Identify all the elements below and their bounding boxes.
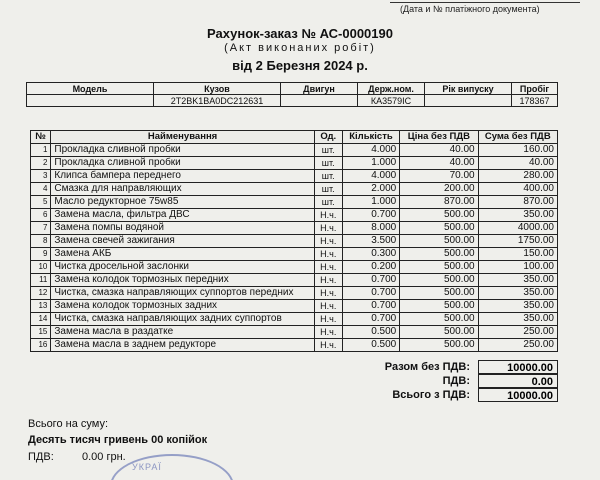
item-unit: шт. <box>314 183 342 196</box>
col-sum: Сума без ПДВ <box>478 131 557 144</box>
item-row <box>31 326 558 339</box>
vehicle-value-row <box>27 95 558 107</box>
item-row <box>31 170 558 183</box>
vehicle-engine <box>281 95 358 107</box>
items-body <box>31 144 558 352</box>
sum-in-words: Десять тисяч гривень 00 копійок <box>28 434 208 446</box>
item-sum: 160.00 <box>478 144 557 157</box>
item-name: Чистка дросельной заслонки <box>51 261 314 274</box>
footer-vat-amount: 0.00 грн. <box>82 451 126 463</box>
item-number: 2 <box>31 157 51 170</box>
vehicle-header-row <box>27 83 558 95</box>
item-row <box>31 313 558 326</box>
subtotal-value: 10000.00 <box>478 360 558 374</box>
item-row <box>31 157 558 170</box>
vat-label: ПДВ: <box>442 375 470 387</box>
item-number: 4 <box>31 183 51 196</box>
item-price: 500.00 <box>400 261 478 274</box>
item-unit: шт. <box>314 170 342 183</box>
item-number: 9 <box>31 248 51 261</box>
item-row <box>31 261 558 274</box>
item-name: Замена масла в раздатке <box>51 326 314 339</box>
item-row <box>31 287 558 300</box>
item-quantity: 3.500 <box>342 235 400 248</box>
vehicle-model <box>27 95 154 107</box>
item-price: 500.00 <box>400 274 478 287</box>
item-name: Замена помпы водяной <box>51 222 314 235</box>
vehicle-header-mileage: Пробіг <box>512 83 558 95</box>
total-label: Всього з ПДВ: <box>392 389 470 401</box>
total-value: 10000.00 <box>478 388 558 402</box>
item-name: Замена колодок тормозных передних <box>51 274 314 287</box>
item-number: 6 <box>31 209 51 222</box>
vehicle-table <box>26 82 558 107</box>
item-unit: Н.ч. <box>314 235 342 248</box>
vehicle-header-model: Модель <box>27 83 154 95</box>
col-price: Ціна без ПДВ <box>400 131 478 144</box>
vehicle-mileage: 178367 <box>512 95 558 107</box>
item-unit: Н.ч. <box>314 287 342 300</box>
item-name: Масло редукторное 75w85 <box>51 196 314 209</box>
item-unit: Н.ч. <box>314 222 342 235</box>
item-sum: 350.00 <box>478 274 557 287</box>
item-name: Чистка, смазка направляющих суппортов передних <box>51 287 314 300</box>
item-unit: Н.ч. <box>314 209 342 222</box>
item-row <box>31 248 558 261</box>
item-row <box>31 222 558 235</box>
seal-stamp <box>110 454 234 480</box>
invoice-date: від 2 Березня 2024 р. <box>232 58 368 73</box>
item-sum: 4000.00 <box>478 222 557 235</box>
item-row <box>31 300 558 313</box>
item-quantity: 1.000 <box>342 196 400 209</box>
item-unit: Н.ч. <box>314 248 342 261</box>
item-name: Прокладка сливной пробки <box>51 144 314 157</box>
item-name: Замена масла, фильтра ДВС <box>51 209 314 222</box>
item-quantity: 0.500 <box>342 339 400 352</box>
footer-vat-label: ПДВ: <box>28 451 54 463</box>
payment-doc-line <box>390 2 580 3</box>
item-name: Чистка, смазка направляющих задних суппортов <box>51 313 314 326</box>
sum-label: Всього на суму: <box>28 418 108 430</box>
item-name: Замена АКБ <box>51 248 314 261</box>
item-row <box>31 339 558 352</box>
item-unit: шт. <box>314 196 342 209</box>
item-price: 500.00 <box>400 235 478 248</box>
item-price: 500.00 <box>400 326 478 339</box>
item-number: 8 <box>31 235 51 248</box>
item-quantity: 0.700 <box>342 209 400 222</box>
col-quantity: Кількість <box>342 131 400 144</box>
vehicle-body: 2T2BK1BA0DC212631 <box>154 95 281 107</box>
item-number: 15 <box>31 326 51 339</box>
item-name: Замена колодок тормозных задних <box>51 300 314 313</box>
item-unit: шт. <box>314 157 342 170</box>
item-number: 12 <box>31 287 51 300</box>
item-quantity: 0.200 <box>342 261 400 274</box>
item-price: 500.00 <box>400 209 478 222</box>
item-name: Смазка для направляющих <box>51 183 314 196</box>
item-sum: 350.00 <box>478 300 557 313</box>
vat-value: 0.00 <box>478 374 558 388</box>
seal-stamp-text: УКРАЇ <box>132 462 162 472</box>
item-sum: 400.00 <box>478 183 557 196</box>
item-row <box>31 209 558 222</box>
item-price: 500.00 <box>400 313 478 326</box>
item-name: Замена масла в заднем редукторе <box>51 339 314 352</box>
item-name: Прокладка сливной пробки <box>51 157 314 170</box>
item-sum: 350.00 <box>478 209 557 222</box>
item-name: Замена свечей зажигания <box>51 235 314 248</box>
item-unit: Н.ч. <box>314 300 342 313</box>
item-price: 870.00 <box>400 196 478 209</box>
subtotal-label: Разом без ПДВ: <box>384 361 470 373</box>
item-quantity: 4.000 <box>342 144 400 157</box>
item-quantity: 4.000 <box>342 170 400 183</box>
item-sum: 40.00 <box>478 157 557 170</box>
item-number: 3 <box>31 170 51 183</box>
item-number: 10 <box>31 261 51 274</box>
invoice-title: Рахунок-заказ № АС-0000190 <box>207 26 393 41</box>
item-unit: Н.ч. <box>314 313 342 326</box>
vehicle-header-engine: Двигун <box>281 83 358 95</box>
item-price: 70.00 <box>400 170 478 183</box>
item-price: 200.00 <box>400 183 478 196</box>
item-quantity: 2.000 <box>342 183 400 196</box>
item-price: 40.00 <box>400 144 478 157</box>
item-sum: 250.00 <box>478 326 557 339</box>
item-row <box>31 274 558 287</box>
item-number: 5 <box>31 196 51 209</box>
item-quantity: 0.700 <box>342 287 400 300</box>
item-number: 16 <box>31 339 51 352</box>
item-sum: 280.00 <box>478 170 557 183</box>
item-price: 500.00 <box>400 339 478 352</box>
item-number: 11 <box>31 274 51 287</box>
item-sum: 250.00 <box>478 339 557 352</box>
item-number: 7 <box>31 222 51 235</box>
item-quantity: 0.700 <box>342 313 400 326</box>
item-row <box>31 144 558 157</box>
item-number: 14 <box>31 313 51 326</box>
item-price: 500.00 <box>400 300 478 313</box>
item-name: Клипса бампера переднего <box>51 170 314 183</box>
item-unit: Н.ч. <box>314 326 342 339</box>
item-unit: Н.ч. <box>314 339 342 352</box>
item-row <box>31 235 558 248</box>
item-sum: 870.00 <box>478 196 557 209</box>
item-quantity: 0.700 <box>342 274 400 287</box>
items-table <box>30 130 558 352</box>
item-sum: 150.00 <box>478 248 557 261</box>
col-unit: Од. <box>314 131 342 144</box>
items-header-row <box>31 131 558 144</box>
vehicle-header-body: Кузов <box>154 83 281 95</box>
item-quantity: 1.000 <box>342 157 400 170</box>
item-price: 40.00 <box>400 157 478 170</box>
item-quantity: 0.500 <box>342 326 400 339</box>
item-number: 13 <box>31 300 51 313</box>
item-sum: 350.00 <box>478 313 557 326</box>
item-unit: Н.ч. <box>314 261 342 274</box>
payment-doc-note: (Дата и № платіжного документа) <box>400 4 540 14</box>
item-sum: 350.00 <box>478 287 557 300</box>
col-number: № <box>31 131 51 144</box>
item-quantity: 0.300 <box>342 248 400 261</box>
item-price: 500.00 <box>400 222 478 235</box>
item-price: 500.00 <box>400 248 478 261</box>
vehicle-header-year: Рік випуску <box>425 83 512 95</box>
vehicle-plate: КА3579ІС <box>358 95 425 107</box>
item-number: 1 <box>31 144 51 157</box>
item-sum: 1750.00 <box>478 235 557 248</box>
item-unit: Н.ч. <box>314 274 342 287</box>
item-row <box>31 196 558 209</box>
vehicle-header-plate: Держ.ном. <box>358 83 425 95</box>
item-quantity: 8.000 <box>342 222 400 235</box>
item-sum: 100.00 <box>478 261 557 274</box>
vehicle-year <box>425 95 512 107</box>
item-unit: шт. <box>314 144 342 157</box>
item-row <box>31 183 558 196</box>
item-quantity: 0.700 <box>342 300 400 313</box>
col-name: Найменування <box>51 131 314 144</box>
invoice-subtitle: (Акт виконаних робіт) <box>224 42 376 54</box>
item-price: 500.00 <box>400 287 478 300</box>
